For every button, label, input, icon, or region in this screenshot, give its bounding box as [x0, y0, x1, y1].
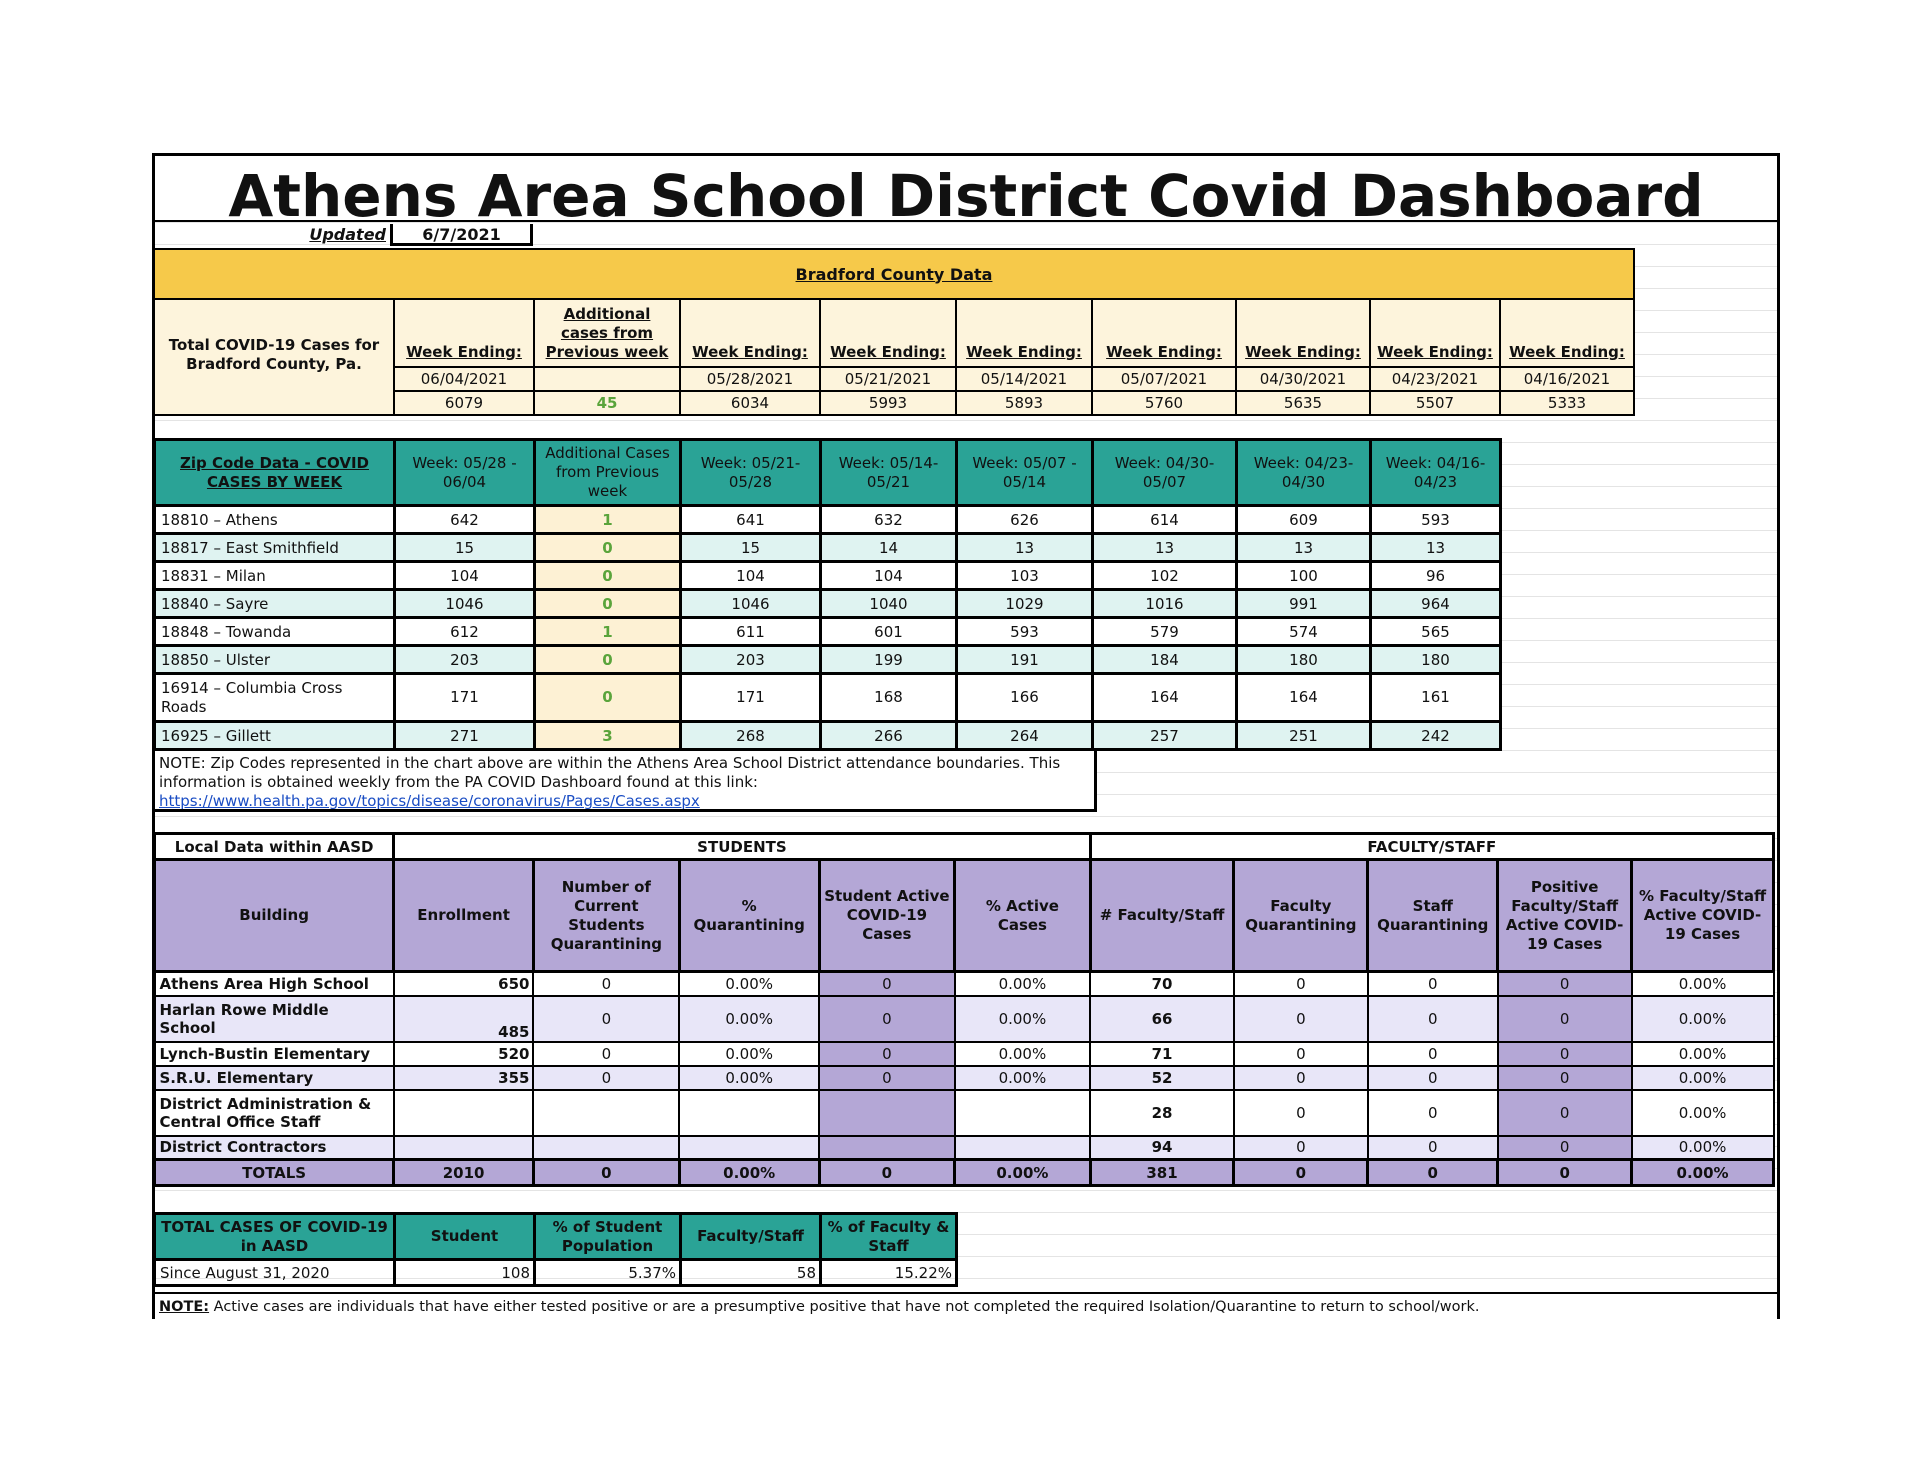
- county-header: Additional cases from Previous week: [534, 299, 680, 367]
- building-cell: 0: [1234, 1136, 1368, 1160]
- local-header-row: [155, 860, 1774, 972]
- building-cell: 94: [1090, 1136, 1234, 1160]
- building-cell: 0.00%: [955, 1066, 1090, 1090]
- building-cell: 0.00%: [1632, 1042, 1774, 1066]
- county-date: [534, 367, 680, 391]
- updated-date: 6/7/2021: [393, 224, 533, 246]
- totals-cell: 0: [1498, 1160, 1632, 1186]
- summary-period: Since August 31, 2020: [155, 1260, 395, 1286]
- county-value: 6079: [394, 391, 534, 415]
- zip-additional-cases: 0: [535, 646, 681, 674]
- building-cell: [819, 1136, 955, 1160]
- county-header: Week Ending:: [1092, 299, 1236, 367]
- zip-additional-cases: 1: [535, 506, 681, 534]
- zip-week-cases: 264: [957, 722, 1093, 750]
- building-cell: 0: [1368, 1090, 1498, 1136]
- building-row: [155, 1136, 1774, 1160]
- zip-additional-cases: 3: [535, 722, 681, 750]
- totals-cell: 0: [819, 1160, 955, 1186]
- county-row-label: Total COVID-19 Cases for Bradford County, Pa.: [154, 299, 394, 415]
- local-header: Positive Faculty/Staff Active COVID-19 Cases: [1498, 860, 1632, 972]
- county-header: Week Ending:: [1500, 299, 1634, 367]
- building-cell: 485: [394, 996, 534, 1042]
- building-name: Harlan Rowe Middle School: [155, 996, 394, 1042]
- summary-table: [153, 1212, 958, 1287]
- totals-row: [155, 1160, 1774, 1186]
- zip-week-cases: 164: [1237, 674, 1371, 722]
- zip-week-cases: 1046: [395, 590, 535, 618]
- building-cell: 0.00%: [1632, 972, 1774, 996]
- zip-area-name: 18850 – Ulster: [155, 646, 395, 674]
- zip-header: Week: 05/21-05/28: [681, 440, 821, 506]
- totals-cell: 0.00%: [1632, 1160, 1774, 1186]
- zip-header: Week: 04/23-04/30: [1237, 440, 1371, 506]
- zip-week-cases: 104: [395, 562, 535, 590]
- zip-week-cases: 251: [1237, 722, 1371, 750]
- totals-label: TOTALS: [155, 1160, 394, 1186]
- building-cell: 0.00%: [679, 1042, 819, 1066]
- building-name: District Administration & Central Office Staff: [155, 1090, 394, 1136]
- zip-week-cases: 171: [681, 674, 821, 722]
- building-cell: 0: [819, 996, 955, 1042]
- local-section-label: Local Data within AASD: [155, 834, 394, 860]
- building-cell: [955, 1090, 1090, 1136]
- zip-header: Week: 04/16-04/23: [1371, 440, 1501, 506]
- building-cell: 0: [1368, 1136, 1498, 1160]
- county-value: 5507: [1370, 391, 1500, 415]
- zip-week-cases: 611: [681, 618, 821, 646]
- building-cell: [679, 1090, 819, 1136]
- building-cell: 0: [1234, 972, 1368, 996]
- local-header: Staff Quarantining: [1368, 860, 1498, 972]
- building-cell: 0: [1498, 1136, 1632, 1160]
- zip-header: Week: 05/28 - 06/04: [395, 440, 535, 506]
- students-label: STUDENTS: [394, 834, 1090, 860]
- totals-cell: 0: [533, 1160, 679, 1186]
- zip-row: [155, 562, 1501, 590]
- building-cell: 0: [819, 1066, 955, 1090]
- zip-week-cases: 1046: [681, 590, 821, 618]
- zip-table: [153, 438, 1502, 751]
- building-row: [155, 972, 1774, 996]
- building-cell: 0: [1234, 996, 1368, 1042]
- zip-area-name: 16925 – Gillett: [155, 722, 395, 750]
- zip-header-row: [155, 440, 1501, 506]
- building-cell: [819, 1090, 955, 1136]
- zip-header: Week: 04/30-05/07: [1093, 440, 1237, 506]
- county-header: Week Ending:: [956, 299, 1092, 367]
- zip-row: [155, 590, 1501, 618]
- local-header: Enrollment: [394, 860, 534, 972]
- zip-week-cases: 13: [1371, 534, 1501, 562]
- note-label: NOTE:: [159, 1299, 210, 1315]
- zip-week-cases: 612: [395, 618, 535, 646]
- totals-cell: 0.00%: [679, 1160, 819, 1186]
- county-header: Week Ending:: [1370, 299, 1500, 367]
- zip-row: [155, 534, 1501, 562]
- building-cell: 0.00%: [955, 1042, 1090, 1066]
- zip-week-cases: 184: [1093, 646, 1237, 674]
- county-value: 5333: [1500, 391, 1634, 415]
- summary-header-row: [155, 1214, 957, 1260]
- zip-area-name: 16914 – Columbia Cross Roads: [155, 674, 395, 722]
- building-row: [155, 1066, 1774, 1090]
- zip-header: Additional Cases from Previous week: [535, 440, 681, 506]
- totals-cell: 381: [1090, 1160, 1234, 1186]
- building-cell: 0: [1498, 1066, 1632, 1090]
- building-cell: [955, 1136, 1090, 1160]
- faculty-staff-label: FACULTY/STAFF: [1090, 834, 1773, 860]
- zip-week-cases: 191: [957, 646, 1093, 674]
- building-cell: 66: [1090, 996, 1234, 1042]
- zip-week-cases: 565: [1371, 618, 1501, 646]
- county-date: 04/23/2021: [1370, 367, 1500, 391]
- building-name: Athens Area High School: [155, 972, 394, 996]
- zip-additional-cases: 0: [535, 534, 681, 562]
- building-cell: 0.00%: [1632, 1066, 1774, 1090]
- zip-week-cases: 104: [821, 562, 957, 590]
- zip-week-cases: 593: [957, 618, 1093, 646]
- county-table: [153, 248, 1635, 416]
- zip-week-cases: 632: [821, 506, 957, 534]
- zip-week-cases: 203: [395, 646, 535, 674]
- zip-week-cases: 15: [681, 534, 821, 562]
- totals-cell: 2010: [394, 1160, 534, 1186]
- county-header: Week Ending:: [820, 299, 956, 367]
- zip-row: [155, 506, 1501, 534]
- zip-week-cases: 1016: [1093, 590, 1237, 618]
- county-header: Week Ending:: [1236, 299, 1370, 367]
- zip-header: Week: 05/14-05/21: [821, 440, 957, 506]
- zip-week-cases: 13: [957, 534, 1093, 562]
- summary-value: 15.22%: [821, 1260, 957, 1286]
- zip-additional-cases: 0: [535, 674, 681, 722]
- zip-week-cases: 13: [1093, 534, 1237, 562]
- zip-area-name: 18831 – Milan: [155, 562, 395, 590]
- zip-note: [155, 748, 1097, 812]
- zip-week-cases: 574: [1237, 618, 1371, 646]
- county-date: 04/30/2021: [1236, 367, 1370, 391]
- county-date: 04/16/2021: [1500, 367, 1634, 391]
- dashboard-sheet: [152, 153, 1780, 1319]
- zip-week-cases: 180: [1237, 646, 1371, 674]
- building-cell: 0: [1498, 1042, 1632, 1066]
- local-header: # Faculty/Staff: [1090, 860, 1234, 972]
- totals-cell: 0: [1368, 1160, 1498, 1186]
- zip-row: [155, 674, 1501, 722]
- zip-week-cases: 104: [681, 562, 821, 590]
- summary-value: 58: [681, 1260, 821, 1286]
- pa-dashboard-link[interactable]: https://www.health.pa.gov/topics/disease/coronavirus/Pages/Cases.aspx: [159, 792, 700, 810]
- zip-additional-cases: 0: [535, 562, 681, 590]
- note-text: Active cases are individuals that have either tested positive or are a presumptive positive that have not completed the required Isolation/Quarantine to return to school/work.: [209, 1299, 1480, 1315]
- county-date: 05/07/2021: [1092, 367, 1236, 391]
- county-additional-value: 45: [534, 391, 680, 415]
- active-cases-note: [155, 1292, 1777, 1320]
- building-cell: 70: [1090, 972, 1234, 996]
- page-title: Athens Area School District Covid Dashboard: [155, 156, 1777, 222]
- building-name: S.R.U. Elementary: [155, 1066, 394, 1090]
- building-cell: [679, 1136, 819, 1160]
- county-value: 5993: [820, 391, 956, 415]
- building-cell: 28: [1090, 1090, 1234, 1136]
- county-band-title: Bradford County Data: [154, 249, 1634, 299]
- building-cell: 0: [819, 972, 955, 996]
- local-header: Building: [155, 860, 394, 972]
- building-cell: 520: [394, 1042, 534, 1066]
- building-cell: 0.00%: [679, 996, 819, 1042]
- zip-week-cases: 100: [1237, 562, 1371, 590]
- zip-week-cases: 103: [957, 562, 1093, 590]
- zip-week-cases: 203: [681, 646, 821, 674]
- zip-week-cases: 161: [1371, 674, 1501, 722]
- building-cell: 0: [1368, 996, 1498, 1042]
- summary-header: Faculty/Staff: [681, 1214, 821, 1260]
- building-cell: 0: [819, 1042, 955, 1066]
- county-header: Week Ending:: [394, 299, 534, 367]
- county-header-row: [154, 299, 1634, 367]
- totals-cell: 0.00%: [955, 1160, 1090, 1186]
- zip-week-cases: 199: [821, 646, 957, 674]
- building-cell: [394, 1090, 534, 1136]
- zip-week-cases: 991: [1237, 590, 1371, 618]
- zip-week-cases: 96: [1371, 562, 1501, 590]
- zip-week-cases: 15: [395, 534, 535, 562]
- building-cell: 0: [533, 972, 679, 996]
- building-cell: [533, 1136, 679, 1160]
- building-cell: 0.00%: [679, 1066, 819, 1090]
- building-cell: 0: [533, 1066, 679, 1090]
- county-value: 5760: [1092, 391, 1236, 415]
- zip-week-cases: 164: [1093, 674, 1237, 722]
- updated-label: Updated: [155, 224, 393, 246]
- building-cell: 355: [394, 1066, 534, 1090]
- zip-week-cases: 13: [1237, 534, 1371, 562]
- local-header: Student Active COVID-19 Cases: [819, 860, 955, 972]
- zip-area-name: 18848 – Towanda: [155, 618, 395, 646]
- building-cell: [394, 1136, 534, 1160]
- local-header: % Active Cases: [955, 860, 1090, 972]
- zip-week-cases: 964: [1371, 590, 1501, 618]
- county-value: 6034: [680, 391, 820, 415]
- zip-additional-cases: 0: [535, 590, 681, 618]
- summary-header: TOTAL CASES OF COVID-19 in AASD: [155, 1214, 395, 1260]
- local-header: % Quarantining: [679, 860, 819, 972]
- zip-week-cases: 1029: [957, 590, 1093, 618]
- zip-week-cases: 641: [681, 506, 821, 534]
- building-cell: 650: [394, 972, 534, 996]
- building-cell: 0.00%: [1632, 1090, 1774, 1136]
- zip-week-cases: 166: [957, 674, 1093, 722]
- summary-header: % of Faculty & Staff: [821, 1214, 957, 1260]
- building-cell: 0: [1368, 1042, 1498, 1066]
- zip-week-cases: 171: [395, 674, 535, 722]
- zip-week-cases: 609: [1237, 506, 1371, 534]
- zip-week-cases: 180: [1371, 646, 1501, 674]
- county-date: 05/21/2021: [820, 367, 956, 391]
- summary-value: 108: [395, 1260, 535, 1286]
- zip-week-cases: 14: [821, 534, 957, 562]
- building-name: Lynch-Bustin Elementary: [155, 1042, 394, 1066]
- zip-week-cases: 168: [821, 674, 957, 722]
- summary-header: Student: [395, 1214, 535, 1260]
- zip-week-cases: 242: [1371, 722, 1501, 750]
- county-value: 5893: [956, 391, 1092, 415]
- building-cell: 0: [1234, 1090, 1368, 1136]
- local-header: Faculty Quarantining: [1234, 860, 1368, 972]
- zip-week-cases: 1040: [821, 590, 957, 618]
- summary-value: 5.37%: [535, 1260, 681, 1286]
- totals-cell: 0: [1234, 1160, 1368, 1186]
- zip-week-cases: 579: [1093, 618, 1237, 646]
- building-name: District Contractors: [155, 1136, 394, 1160]
- zip-row: [155, 722, 1501, 750]
- building-cell: 0: [533, 1042, 679, 1066]
- building-cell: 0: [1498, 996, 1632, 1042]
- local-section-row: [155, 834, 1774, 860]
- zip-week-cases: 626: [957, 506, 1093, 534]
- building-cell: 0: [533, 996, 679, 1042]
- building-cell: 0: [1234, 1066, 1368, 1090]
- building-cell: 0.00%: [1632, 1136, 1774, 1160]
- summary-header: % of Student Population: [535, 1214, 681, 1260]
- zip-week-cases: 268: [681, 722, 821, 750]
- summary-row: [155, 1260, 957, 1286]
- zip-row: [155, 646, 1501, 674]
- building-cell: 0: [1368, 1066, 1498, 1090]
- building-cell: 52: [1090, 1066, 1234, 1090]
- zip-week-cases: 601: [821, 618, 957, 646]
- county-date: 06/04/2021: [394, 367, 534, 391]
- building-cell: 0: [1498, 1090, 1632, 1136]
- building-cell: 0.00%: [955, 972, 1090, 996]
- zip-week-cases: 102: [1093, 562, 1237, 590]
- building-cell: 0: [1368, 972, 1498, 996]
- building-row: [155, 996, 1774, 1042]
- zip-area-name: 18817 – East Smithfield: [155, 534, 395, 562]
- zip-week-cases: 266: [821, 722, 957, 750]
- local-header: % Faculty/Staff Active COVID-19 Cases: [1632, 860, 1774, 972]
- county-date: 05/14/2021: [956, 367, 1092, 391]
- zip-header: Week: 05/07 - 05/14: [957, 440, 1093, 506]
- zip-area-name: 18840 – Sayre: [155, 590, 395, 618]
- building-cell: 0.00%: [1632, 996, 1774, 1042]
- building-cell: 0.00%: [955, 996, 1090, 1042]
- building-row: [155, 1090, 1774, 1136]
- zip-note-text: NOTE: Zip Codes represented in the chart above are within the Athens Area School District attendance boundaries. This information is obtained weekly from the PA COVID Dashboard found at this link:: [159, 754, 1061, 791]
- zip-area-name: 18810 – Athens: [155, 506, 395, 534]
- zip-week-cases: 614: [1093, 506, 1237, 534]
- zip-week-cases: 593: [1371, 506, 1501, 534]
- building-cell: 0.00%: [679, 972, 819, 996]
- building-cell: 71: [1090, 1042, 1234, 1066]
- building-cell: 0: [1498, 972, 1632, 996]
- building-cell: [533, 1090, 679, 1136]
- zip-row: [155, 618, 1501, 646]
- zip-week-cases: 257: [1093, 722, 1237, 750]
- building-cell: 0: [1234, 1042, 1368, 1066]
- local-data-table: [153, 832, 1775, 1187]
- local-header: Number of Current Students Quarantining: [533, 860, 679, 972]
- zip-additional-cases: 1: [535, 618, 681, 646]
- county-date: 05/28/2021: [680, 367, 820, 391]
- county-header: Week Ending:: [680, 299, 820, 367]
- zip-week-cases: 271: [395, 722, 535, 750]
- county-value: 5635: [1236, 391, 1370, 415]
- zip-week-cases: 642: [395, 506, 535, 534]
- zip-header: Zip Code Data - COVID CASES BY WEEK: [155, 440, 395, 506]
- building-row: [155, 1042, 1774, 1066]
